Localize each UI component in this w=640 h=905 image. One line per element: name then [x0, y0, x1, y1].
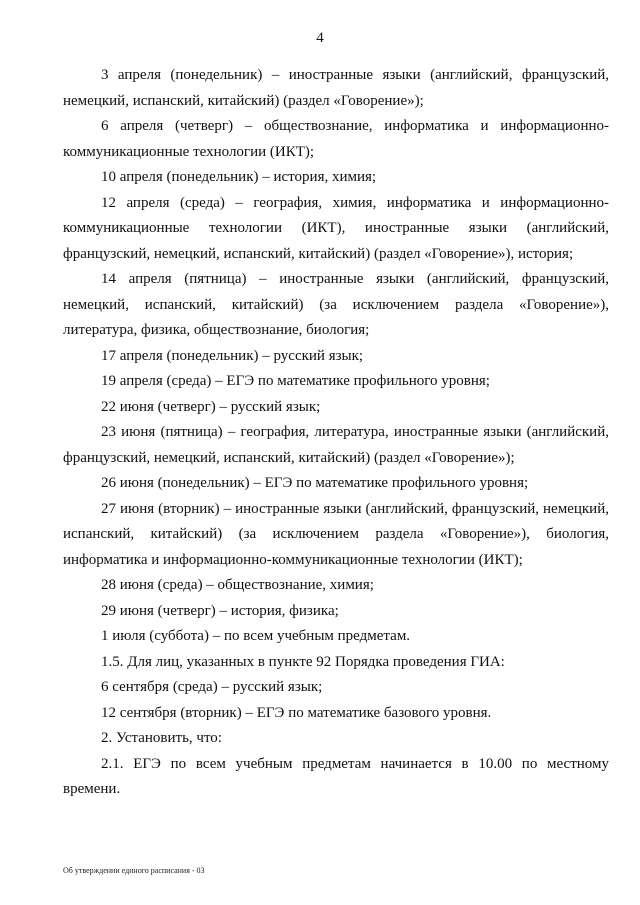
schedule-paragraph: 1 июля (суббота) – по всем учебным предметам. — [101, 628, 411, 644]
section-heading: 1.5. Для лиц, указанных в пункте 92 Порядка проведения ГИА: — [101, 653, 505, 670]
schedule-paragraph: 14 апреля (пятница) – иностранные языки (английский, французский, немецкий, испанский, китайский) (за исключением раздела «Говорение»), литература, физика, обществознание, биология; — [63, 271, 609, 338]
schedule-paragraph: 6 сентября (среда) – русский язык; — [101, 679, 323, 695]
schedule-paragraph: 22 июня (четверг) – русский язык; — [101, 398, 321, 415]
schedule-paragraph: 26 июня (понедельник) – ЕГЭ по математике профильного уровня; — [101, 475, 529, 491]
schedule-paragraph: 23 июня (пятница) – география, литература, иностранные языки (английский, французский, немецкий, испанский, китайский) (раздел «Говорение»); — [63, 424, 609, 466]
schedule-paragraph: 3 апреля (понедельник) – иностранные языки (английский, французский, немецкий, испанский, китайский) (раздел «Говорение»); — [63, 67, 609, 109]
schedule-paragraph: 17 апреля (понедельник) – русский язык; — [101, 347, 364, 364]
document-footer: Об утверждении единого расписания - 03 — [63, 866, 205, 875]
schedule-paragraph: 28 июня (среда) – обществознание, химия; — [101, 577, 374, 593]
section-heading: 2. Установить, что: — [101, 730, 222, 746]
rule-paragraph: 2.1. ЕГЭ по всем учебным предметам начинается в 10.00 по местному времени. — [63, 755, 609, 797]
schedule-paragraph: 12 апреля (среда) – география, химия, информатика и информационно-коммуникационные технологии (ИКТ), иностранные языки (английский, французский, немецкий, испанский, китайский) (раздел «Говорение»), история; — [63, 194, 609, 262]
document-body — [63, 63, 609, 803]
schedule-paragraph: 12 сентября (вторник) – ЕГЭ по математике базового уровня. — [101, 704, 492, 721]
page-number: 4 — [316, 30, 324, 46]
schedule-paragraph: 6 апреля (четверг) – обществознание, информатика и информационно-коммуникационные технологии (ИКТ); — [63, 118, 609, 160]
schedule-paragraph: 29 июня (четверг) – история, физика; — [101, 602, 339, 619]
schedule-paragraph: 10 апреля (понедельник) – история, химия; — [101, 169, 377, 185]
schedule-paragraph: 27 июня (вторник) – иностранные языки (английский, французский, немецкий, испанский, китайский) (за исключением раздела «Говорение»), биология, информатика и информационно-коммуникационные технологии (ИКТ); — [63, 500, 609, 568]
schedule-paragraph: 19 апреля (среда) – ЕГЭ по математике профильного уровня; — [101, 373, 490, 389]
